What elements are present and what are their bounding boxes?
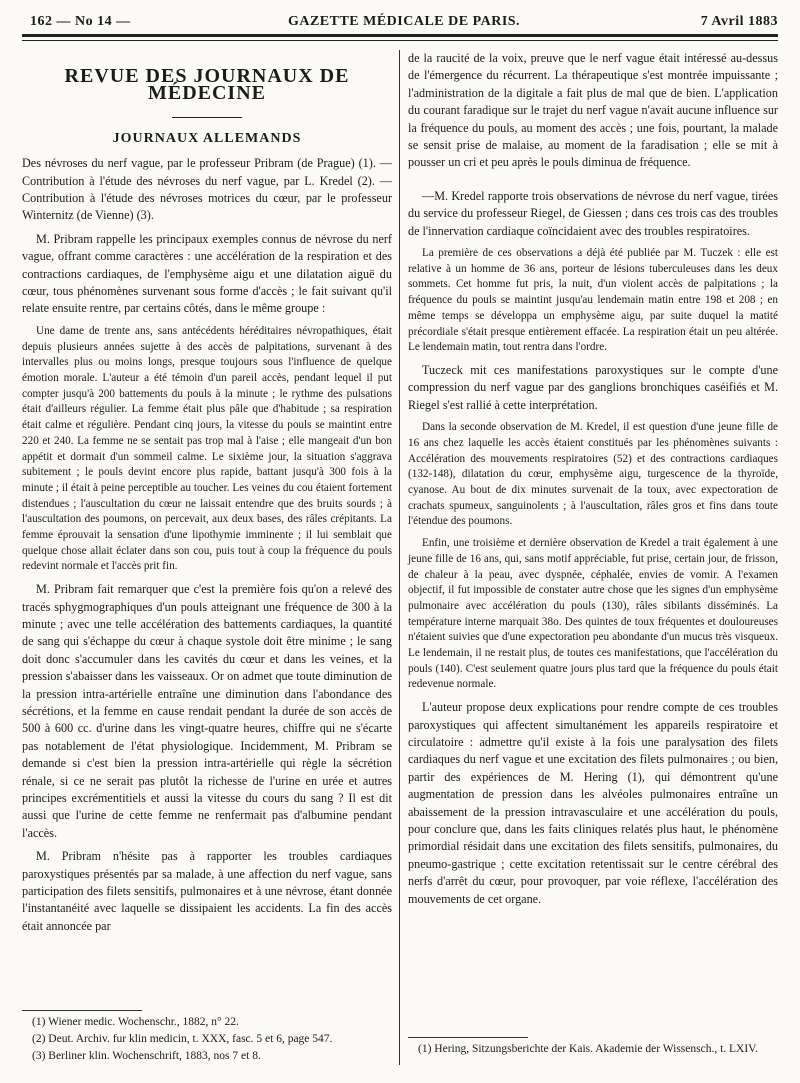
- observation-3: Enfin, une troisième et dernière observation de Kredel a trait également à une jeune fille de 16 ans, qui, sans motif appréciable, fut prise, certain jour, de frisson, de chaleur à la peau, avec dyspnée, céphalée, envies de vomir. A l'examen objectif, il fut impossible de constater autre chose que les signes d'un emphysème pulmonaire avec accélération du pouls (130), râles sibilants disséminés. La température interne marquait 38o. Des quintes de toux fréquentes et douloureuses n'étaient suivies que d'une expectoration peu abondante d'un mucus très visqueux. Le lendemain, il ne restait plus, de toutes ces manifestations, que l'accélération du pouls (140). C'est seulement quatre jours plus tard que la fréquence du pouls était redevenue normale.: [408, 537, 778, 691]
- column-divider: [399, 50, 400, 1065]
- footnote: (1) Hering, Sitzungsberichte der Kais. Akademie der Wissensch., t. LXIV.: [418, 1043, 758, 1055]
- footnote: (2) Deut. Archiv. fur klin medicin, t. XXX, fasc. 5 et 6, page 547.: [32, 1033, 333, 1045]
- left-column: [22, 50, 392, 941]
- paragraph: M. Pribram rappelle les principaux exemples connus de névrose du nerf vague, offrant comme caractères : une accélération de la respiration et des contractions cardiaques, de l'emphysème aigu et une dilatation aiguë du cœur, tous phénomènes survenant sous forme d'accès ; le fait suivant qu'il relate ensuite rentre, par certains côtés, dans le même groupe :: [22, 231, 392, 316]
- issue-date: 7 Avril 1883: [700, 14, 778, 29]
- page-number: 162 — No 14 —: [30, 14, 131, 29]
- title-rule: [172, 117, 242, 118]
- paragraph: —M. Kredel rapporte trois observations de névrose du nerf vague, tirées du service du professeur Riegel, de Giessen ; dans ces trois cas des troubles de l'innervation cardiaque coïncidaient avec des troubles respiratoires.: [408, 188, 778, 238]
- case-report: Une dame de trente ans, sans antécédents héréditaires névropathiques, était depuis plusieurs années sujette à des accès de palpitations, survenant à des intervalles plus ou moins longs, presque toujours sous l'influence de quelque émotion morale. L'auteur a été témoin d'un pareil accès, pendant lequel il put compter jusqu'à 200 battements du pouls à la minute ; le rythme des pulsations était d'ailleurs régulier. La femme était plus pâle que d'habitude ; sa respiration était calme et régulière. Pendant cinq jours, la vitesse du pouls se maintint entre 220 et 240. La femme ne se sentait pas trop mal à l'aise ; elle mangeait d'un bon appétit et dormait d'un sommeil calme. Le sixième jour, la situation s'aggrava subitement ; le pouls devint encore plus rapide, battant jusqu'à 300 fois à la minute ; il était à peine perceptible au toucher. Les veines du cou étaient fortement distendues ; l'auscultation du cœur ne laissait entendre que des bruits sourds ; à l'auscultation des poumons, on percevait, aux deux bases, des râles crépitants. La femme éprouvait la sensation d'une lipothymie imminente ; il lui semblait que quelque chose allait éclater dans son cou, puis tout à coup la fréquence du pouls redevint normale et l'accès prit fin.: [22, 324, 392, 573]
- section-title: REVUE DES JOURNAUX DE MÉDECINE: [64, 65, 350, 105]
- footnotes-left: [22, 1010, 392, 1066]
- journal-title: GAZETTE MÉDICALE DE PARIS.: [287, 14, 521, 29]
- footnote: (3) Berliner klin. Wochenschrift, 1883, nos 7 et 8.: [32, 1050, 261, 1062]
- footnote: (1) Wiener medic. Wochenschr., 1882, n° 22.: [32, 1016, 239, 1028]
- paragraph: Tuczeck mit ces manifestations paroxystiques sur le compte d'une compression du nerf vague par des ganglions bronchiques caséifiés et M. Riegel s'est rallié à cette interprétation.: [408, 362, 778, 412]
- footnote-rule: [408, 1037, 528, 1038]
- article-intro: Des névroses du nerf vague, par le professeur Pribram (de Prague) (1). — Contribution à l'étude des névroses du nerf vague, par L. Kredel (2). — Contribution à l'étude des névroses motrices du cœur, par le professeur Winternitz (de Vienne) (3).: [22, 156, 392, 223]
- observation-1: La première de ces observations a déjà été publiée par M. Tuczek : elle est relative à un homme de 36 ans, porteur de lésions tuberculeuses dans les deux sommets. Cet homme fut pris, la nuit, d'un violent accès de palpitations ; la fréquence du pouls se maintint jusqu'au lendemain matin entre 198 et 208 ; en même temps se développa un emphysème aigu, par suite duquel la matité précordiale s'était presque entièrement effacée. La respiration était un peu altérée. Le lendemain matin, tout rentra dans l'ordre.: [408, 247, 778, 354]
- running-header: [30, 8, 778, 30]
- footnote-rule: [22, 1010, 142, 1011]
- footnotes-right: [408, 1037, 778, 1059]
- observation-2: Dans la seconde observation de M. Kredel, il est question d'une jeune fille de 16 ans chez laquelle les accès étaient constitués par les phénomènes suivants : Accélération des mouvements respiratoires (52) et des contractions cardiaques (132-148), dilatation du cœur, emphysème aigu, turgescence de la thyroïde, cyanose. Au bout de dix minutes survenait de la toux, avec expectoration de crachats spumeux, sanguinolents ; à l'auscultation, râles gros et fins dans toute l'étendue des poumons.: [408, 421, 778, 528]
- header-rule-thick: [22, 34, 778, 37]
- paragraph: M. Pribram fait remarquer que c'est la première fois qu'on a relevé des tracés sphygmographiques d'un pouls atteignant une fréquence de 300 à la minute ; avec une telle accélération des battements cardiaques, la quantité de sang qui s'échappe du cœur à chaque systole doit être minime ; le sang doit donc s'accumuler dans les cavités du cœur et dans les veines, et la pression s'abaisser dans les vaisseaux. Or on admet que toute diminution de la pression intra-artérielle entraîne une diminution dans l'abondance des sécrétions, et la femme en cause rendait pendant la durée de son accès de 500 à 600 cc. d'urine dans les vingt-quatre heures, chiffre qui ne s'écarte pas notablement de l'état physiologique. Incidemment, M. Pribram se demande si c'est bien la pression intra-artérielle qui règle la sécrétion rénale, si ce ne serait pas plutôt la richesse de l'urine en urée et autres principes excrémentitiels et aussi la vitesse du cours du sang ? Il est dit aussi que l'urine de cette femme ne renfermait pas d'albumine pendant l'accès.: [22, 582, 392, 840]
- paragraph: de la raucité de la voix, preuve que le nerf vague était intéressé au-dessus de l'émergence du récurrent. La thérapeutique s'est montrée impuissante ; l'administration de la digitale a fait plus de mal que de bien. L'application du courant faradique sur le trajet du nerf vague n'avait aucune influence sur la fréquence du pouls, au moment des accès ; une fois, pourtant, la malade se sensit prise de malaise, au moment de la faradisation ; elle se mit à pousser un cri et peu après le pouls diminua de fréquence.: [408, 51, 778, 170]
- paragraph: M. Pribram n'hésite pas à rapporter les troubles cardiaques paroxystiques présentés par sa malade, à une affection du nerf vague, sans participation des filets sensitifs, pulmonaires et à une névrose, étant donnée l'instantanéité avec laquelle se dissipaient les accidents. La fin des accès était annoncée par: [22, 849, 392, 933]
- paragraph: L'auteur propose deux explications pour rendre compte de ces troubles paroxystiques qui affectent simultanément les appareils respiratoire et circulatoire : admettre qu'il existe à la fois une paralysation des filets cardiaques du nerf vague et une excitation des filets pulmonaires ; ou bien, partir des expériences de M. Hering (1), qui démontrent qu'une augmentation de pression dans les alvéoles pulmonaires entraîne un abaissement de la pression intravasculaire et une accélération du pouls, pour conclure que, dans les faits cliniques relatés plus haut, le phénomène primordial résidait dans une excitation des filets sensitifs, pulmonaires, du pneumo-gastrique ; cette excitation retentissait sur le centre cérébral des nerfs d'arrêt du cœur, pour provoquer, par voie réflexe, l'accélération des mouvements de cet organe.: [408, 700, 778, 906]
- right-column: [408, 50, 778, 914]
- header-rule-thin: [22, 40, 778, 41]
- subsection-title: JOURNAUX ALLEMANDS: [112, 130, 302, 146]
